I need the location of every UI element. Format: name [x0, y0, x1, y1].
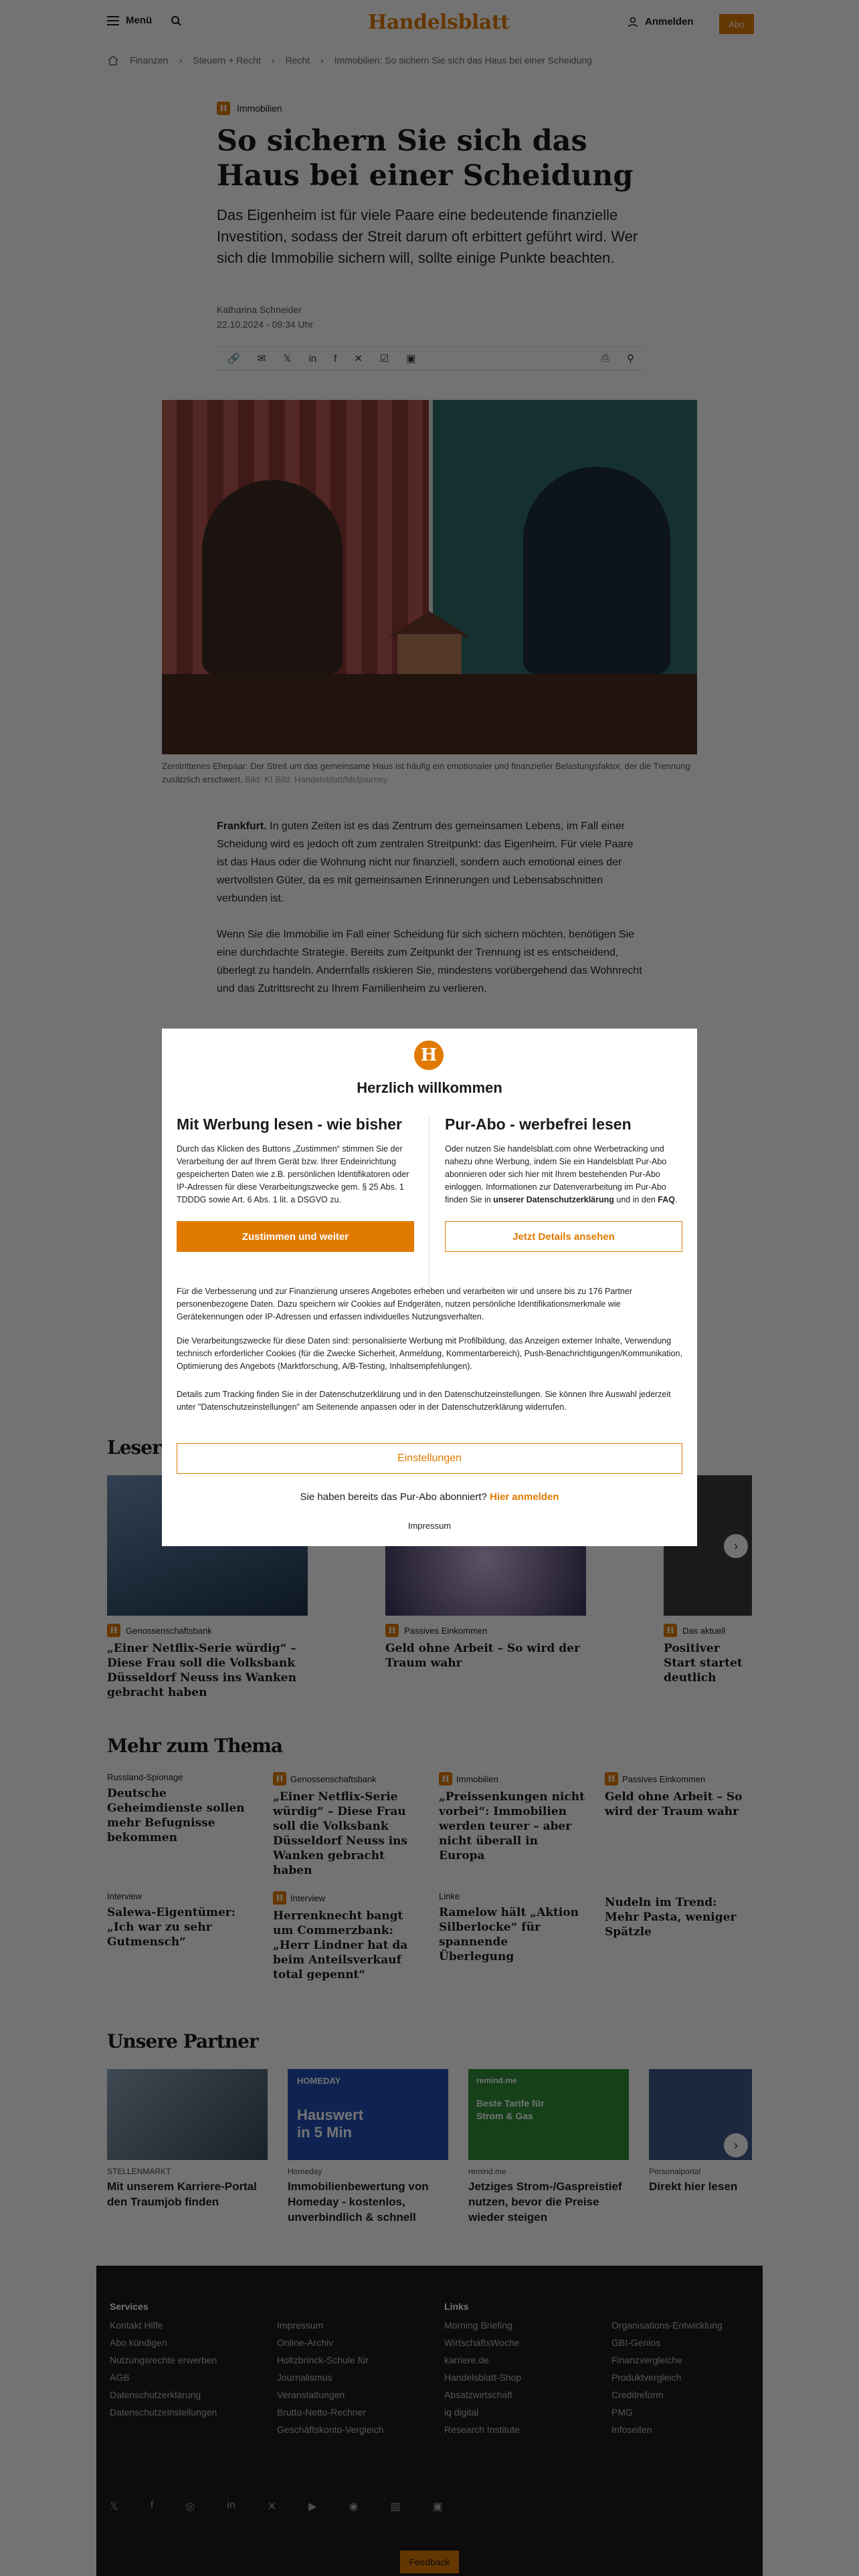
- privacy-link[interactable]: unserer Datenschutzerklärung: [493, 1195, 614, 1204]
- consent-text-3: Details zum Tracking finden Sie in der Datenschutzerklärung und in den Datenschutzeinstellungen. Sie können Ihre Auswahl jederzeit unter "Datenschutzeinstellungen" am Seitenende anpassen oder in der Datenschutzerklärung widerrufen.: [177, 1390, 671, 1412]
- consent-text-2: Die Verarbeitungszwecke für diese Daten sind: personalisierte Werbung mit Profilbildung, das Anzeigen externer Inhalte, Verwendung technisch erforderlicher Cookies (für die Zwecke Sicherheit, Anmeldung, Kommentarbereich), Push-Benachrichtigungen/Kommunikation, Optimierung des Angebots (Marktforschung, A/B-Testing, Inhaltsempfehlungen).: [177, 1336, 682, 1371]
- consent-text-1: Für die Verbesserung und zur Finanzierung unseres Angebotes erheben und verarbeiten wir und unsere bis zu 176 Partner personenbezogene Daten. Dazu speichern wir Cookies auf Endgeräten, nutzen persönliche Identifikationsmerkmale wie Gerätekennungen oder IP-Adressen und erfassen individuelles Nutzungsverhalten.: [177, 1287, 632, 1321]
- ads-title: Mit Werbung lesen - wie bisher: [177, 1115, 402, 1133]
- consent-dialog: [162, 1029, 697, 1546]
- login-link[interactable]: Hier anmelden: [490, 1491, 559, 1503]
- pur-details-button[interactable]: Jetzt Details ansehen: [445, 1221, 682, 1252]
- pur-title: Pur-Abo - werbefrei lesen: [445, 1115, 632, 1133]
- consent-pur-column: [445, 1115, 682, 1252]
- impressum-link[interactable]: Impressum: [407, 1521, 452, 1531]
- accept-button[interactable]: Zustimmen und weiter: [177, 1221, 414, 1252]
- faq-link[interactable]: FAQ: [658, 1195, 675, 1204]
- ads-text: Durch das Klicken des Buttons „Zustimmen“ stimmen Sie der Verarbeitung der auf Ihrem Gerät bzw. Ihrer Endeinrichtung gespeicherten Daten wie z.B. persönlichen Identifikatoren oder IP-Adressen für diese Verarbeitungszwecke gem. § 25 Abs. 1 TDDDG sowie Art. 6 Abs. 1 lit. a DSGVO zu.: [177, 1144, 409, 1204]
- already-subscribed: Sie haben bereits das Pur-Abo abonniert? Hier anmelden: [300, 1491, 559, 1503]
- settings-button[interactable]: Einstellungen: [177, 1443, 682, 1474]
- consent-title: Herzlich willkommen: [357, 1079, 502, 1096]
- consent-ads-column: [177, 1115, 414, 1252]
- pur-text: Oder nutzen Sie handelsblatt.com ohne Werbetracking und nahezu ohne Werbung, indem Sie ein Handelsblatt Pur-Abo abonnieren oder sich hier mit Ihrem bestehenden Pur-Abo einloggen. Informationen zur Datenverarbeitung im Pur-Abo finden Sie in unserer Datenschutzerklärung und in den FAQ.: [445, 1144, 678, 1204]
- handelsblatt-logo-icon: H: [414, 1041, 444, 1070]
